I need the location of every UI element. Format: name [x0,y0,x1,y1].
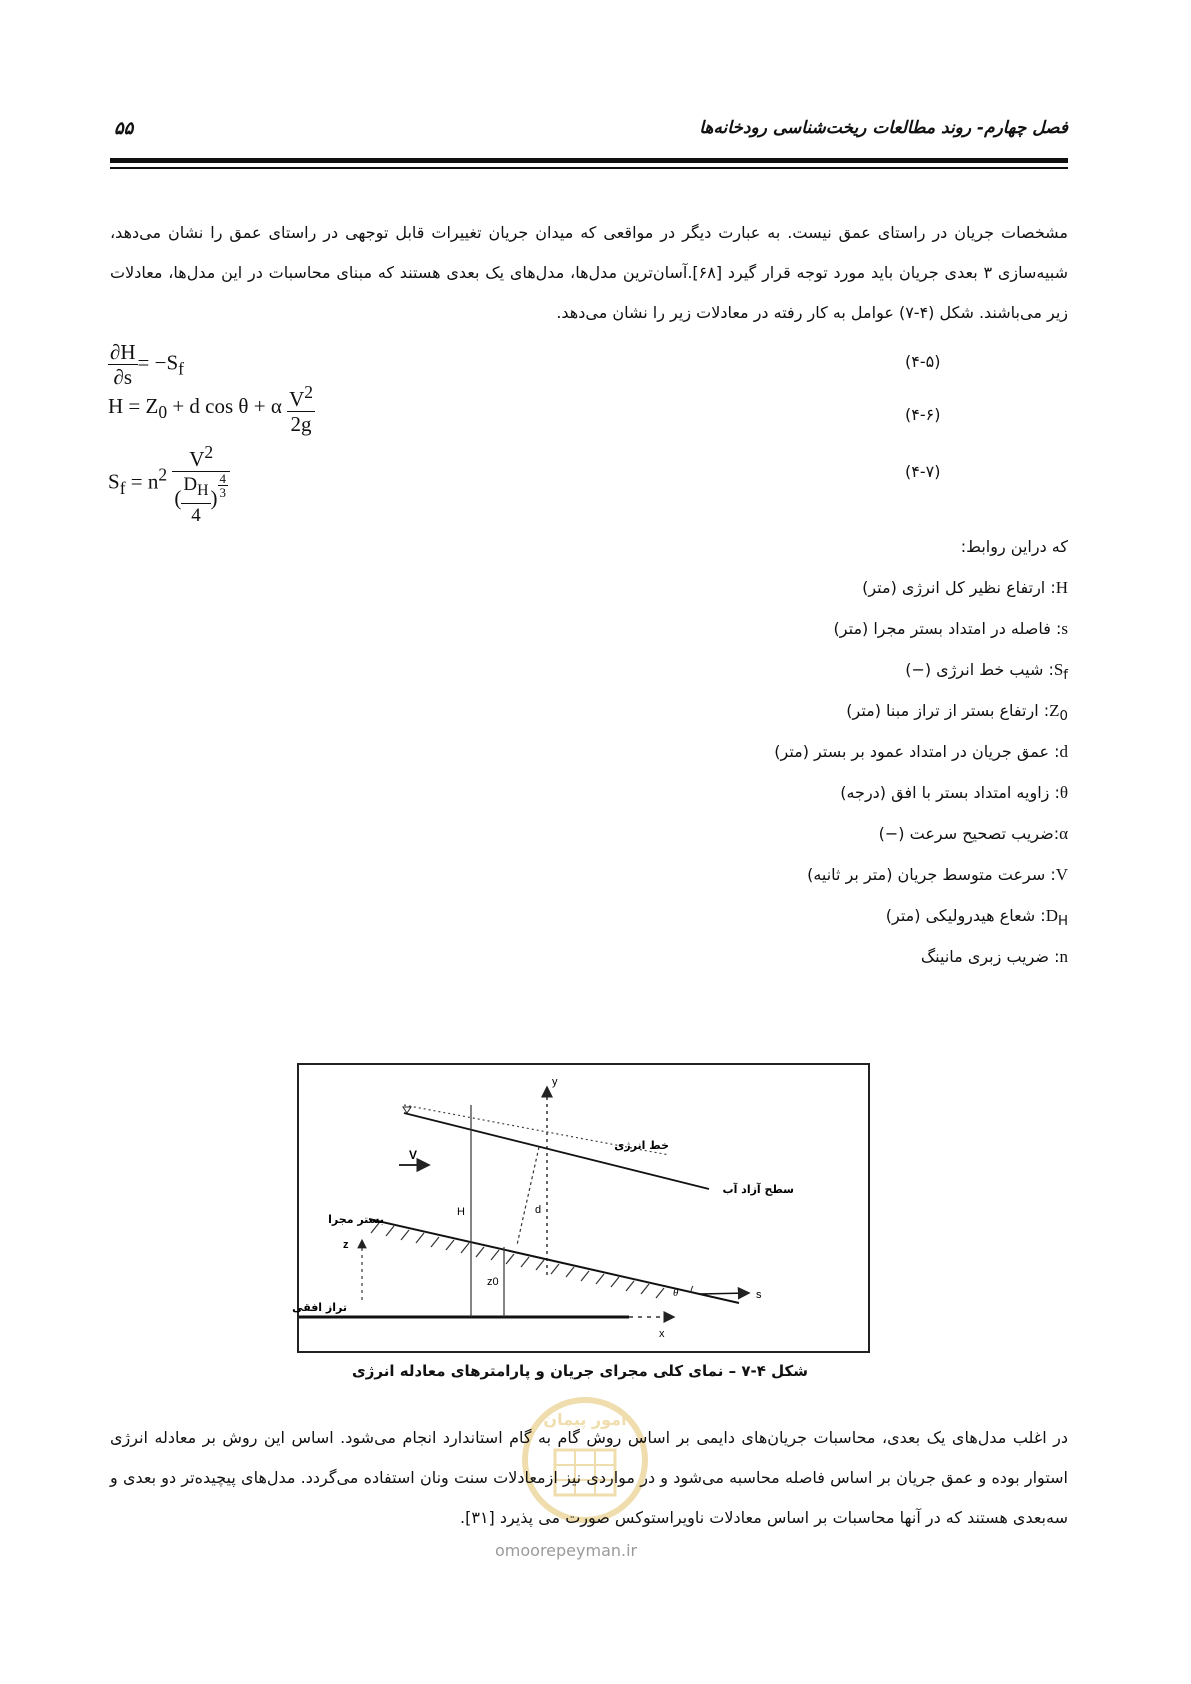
y-label: y [552,1076,558,1088]
x-label: x [659,1328,665,1340]
definition-theta: θ: زاویه امتداد بستر با افق (درجه) [840,783,1068,802]
H-label: H [457,1206,465,1218]
s-axis-arrow [699,1293,749,1294]
energy-diagram-figure [292,1063,870,1353]
definition-DH: $D_H$: شعاع هیدرولیکی (متر) [885,906,1068,930]
eq7-denominator: ( $\frac{D_H}{4}$ ) $\frac{4}{3}$ [174,471,227,526]
channel-bed-label: بستر مجرا [328,1213,384,1226]
definition-d: d: عمق جریان در امتداد عمود بر بستر (متر) [774,742,1068,761]
z-label: z [343,1239,349,1251]
energy-line-label: خط انرژی [614,1139,669,1152]
bed-hatching [371,1223,664,1298]
eq5-denominator: ∂s [113,365,133,389]
eq5-rhs-sub: f [178,358,184,379]
page-header [110,118,1068,178]
water-surface-symbol [403,1107,411,1113]
z0-label: z0 [487,1276,499,1288]
energy-diagram [292,1065,868,1351]
eq6-lhs: H = Z [108,393,159,418]
eq6-denominator: 2g [290,412,312,436]
eq5-numerator: ∂H [110,340,136,364]
s-label: s [756,1289,762,1301]
eq6-fraction [287,380,315,436]
eq6-mid: + d cos θ + α [167,393,288,418]
eq7-numerator: $V^2$ [172,440,230,472]
intro-paragraph: مشخصات جریان در راستای عمق نیست. به عبارت دیگر در مواقعی که میدان جریان تغییرات قابل توجهی در راستای عمق را نشان می‌دهد، شبیه‌سازی ۳ بعدی جریان باید مورد توجه قرار گیرد [۶۸].آسان‌ترین مدل‌ها، مدل‌های یک بعدی هستند که مبنای محاسبات در این مدل‌ها، معادلات زیر می‌باشند. شکل (۴-۷) عوامل به کار رفته در معادلات زیر را نشان می‌دهد. [110,223,1069,322]
equation-number-4-7: (۴-۷) [905,462,941,481]
definition-n: n: ضریب زبری مانینگ [920,947,1068,966]
definition-s: s: فاصله در امتداد بستر مجرا (متر) [833,619,1068,638]
eq7-mid: = n [125,469,159,494]
horizontal-datum-label: تراز افقی [292,1301,347,1314]
header-rule-thick [110,158,1068,163]
definition-Z0: $Z_0$: ارتفاع بستر از تراز مبنا (متر) [846,701,1068,725]
closing-paragraph: در اغلب مدل‌های یک بعدی، محاسبات جریان‌های دایمی بر اساس روش گام به گام استاندارد انجام می‌شود. اساس این روش بر معادله انرژی استوار بوده و عمق جریان بر اساس فاصله محاسبه می‌شود و در مواردی نیز ازمعادلات سنت ونان استفاده می‌گردد. مدل‌های پیچیده‌تر دو بعدی و سه‌بعدی هستند که در آنها محاسبات بر اساس معادلات ناویراستوکس صورت می پذیرد [۳۱]. [110,1428,1068,1527]
definitions-intro: که دراین روابط: [960,537,1068,556]
definition-alpha: α:ضریب تصحیح سرعت (−) [878,824,1068,843]
eq6-numerator: $V^2$ [289,382,314,411]
watermark-url: omoorepeyman.ir [495,1541,638,1560]
channel-bed-line [369,1219,739,1303]
equation-number-4-5: (۴-۵) [905,352,941,371]
equation-4-6 [108,380,315,436]
eq7-fraction [172,440,230,528]
equation-number-4-6: (۴-۶) [905,405,941,424]
figure-caption: شکل ۴-۷ – نمای کلی مجرای جریان و پارامترهای معادله انرژی [352,1362,808,1380]
definition-Sf: $S_f$: شیب خط انرژی (−) [905,660,1068,684]
eq6-lhs-sub: 0 [158,402,168,422]
definition-V: V: سرعت متوسط جریان (متر بر ثانیه) [807,865,1068,884]
definition-H: H: ارتفاع نظیر کل انرژی (متر) [862,578,1068,597]
eq7-lhs-sub: f [119,477,126,498]
equation-4-7 [108,440,230,528]
page-number: ۵۵ [114,118,134,139]
d-dimension-line [517,1147,542,1245]
chapter-title: فصل چهارم- روند مطالعات ریخت‌شناسی رودخانه‌ها [699,118,1068,138]
eq7-mid-sup: 2 [158,464,168,485]
eq7-lhs: S [108,469,120,494]
free-surface-label: سطح آزاد آب [722,1183,794,1196]
watermark-logo-text: امور پیمان [543,1410,627,1429]
theta-label: θ [673,1287,679,1299]
eq5-rhs: = −S [137,350,179,375]
V-label: V [409,1148,418,1162]
d-label: d [535,1204,542,1216]
header-rule-thin [110,167,1068,169]
